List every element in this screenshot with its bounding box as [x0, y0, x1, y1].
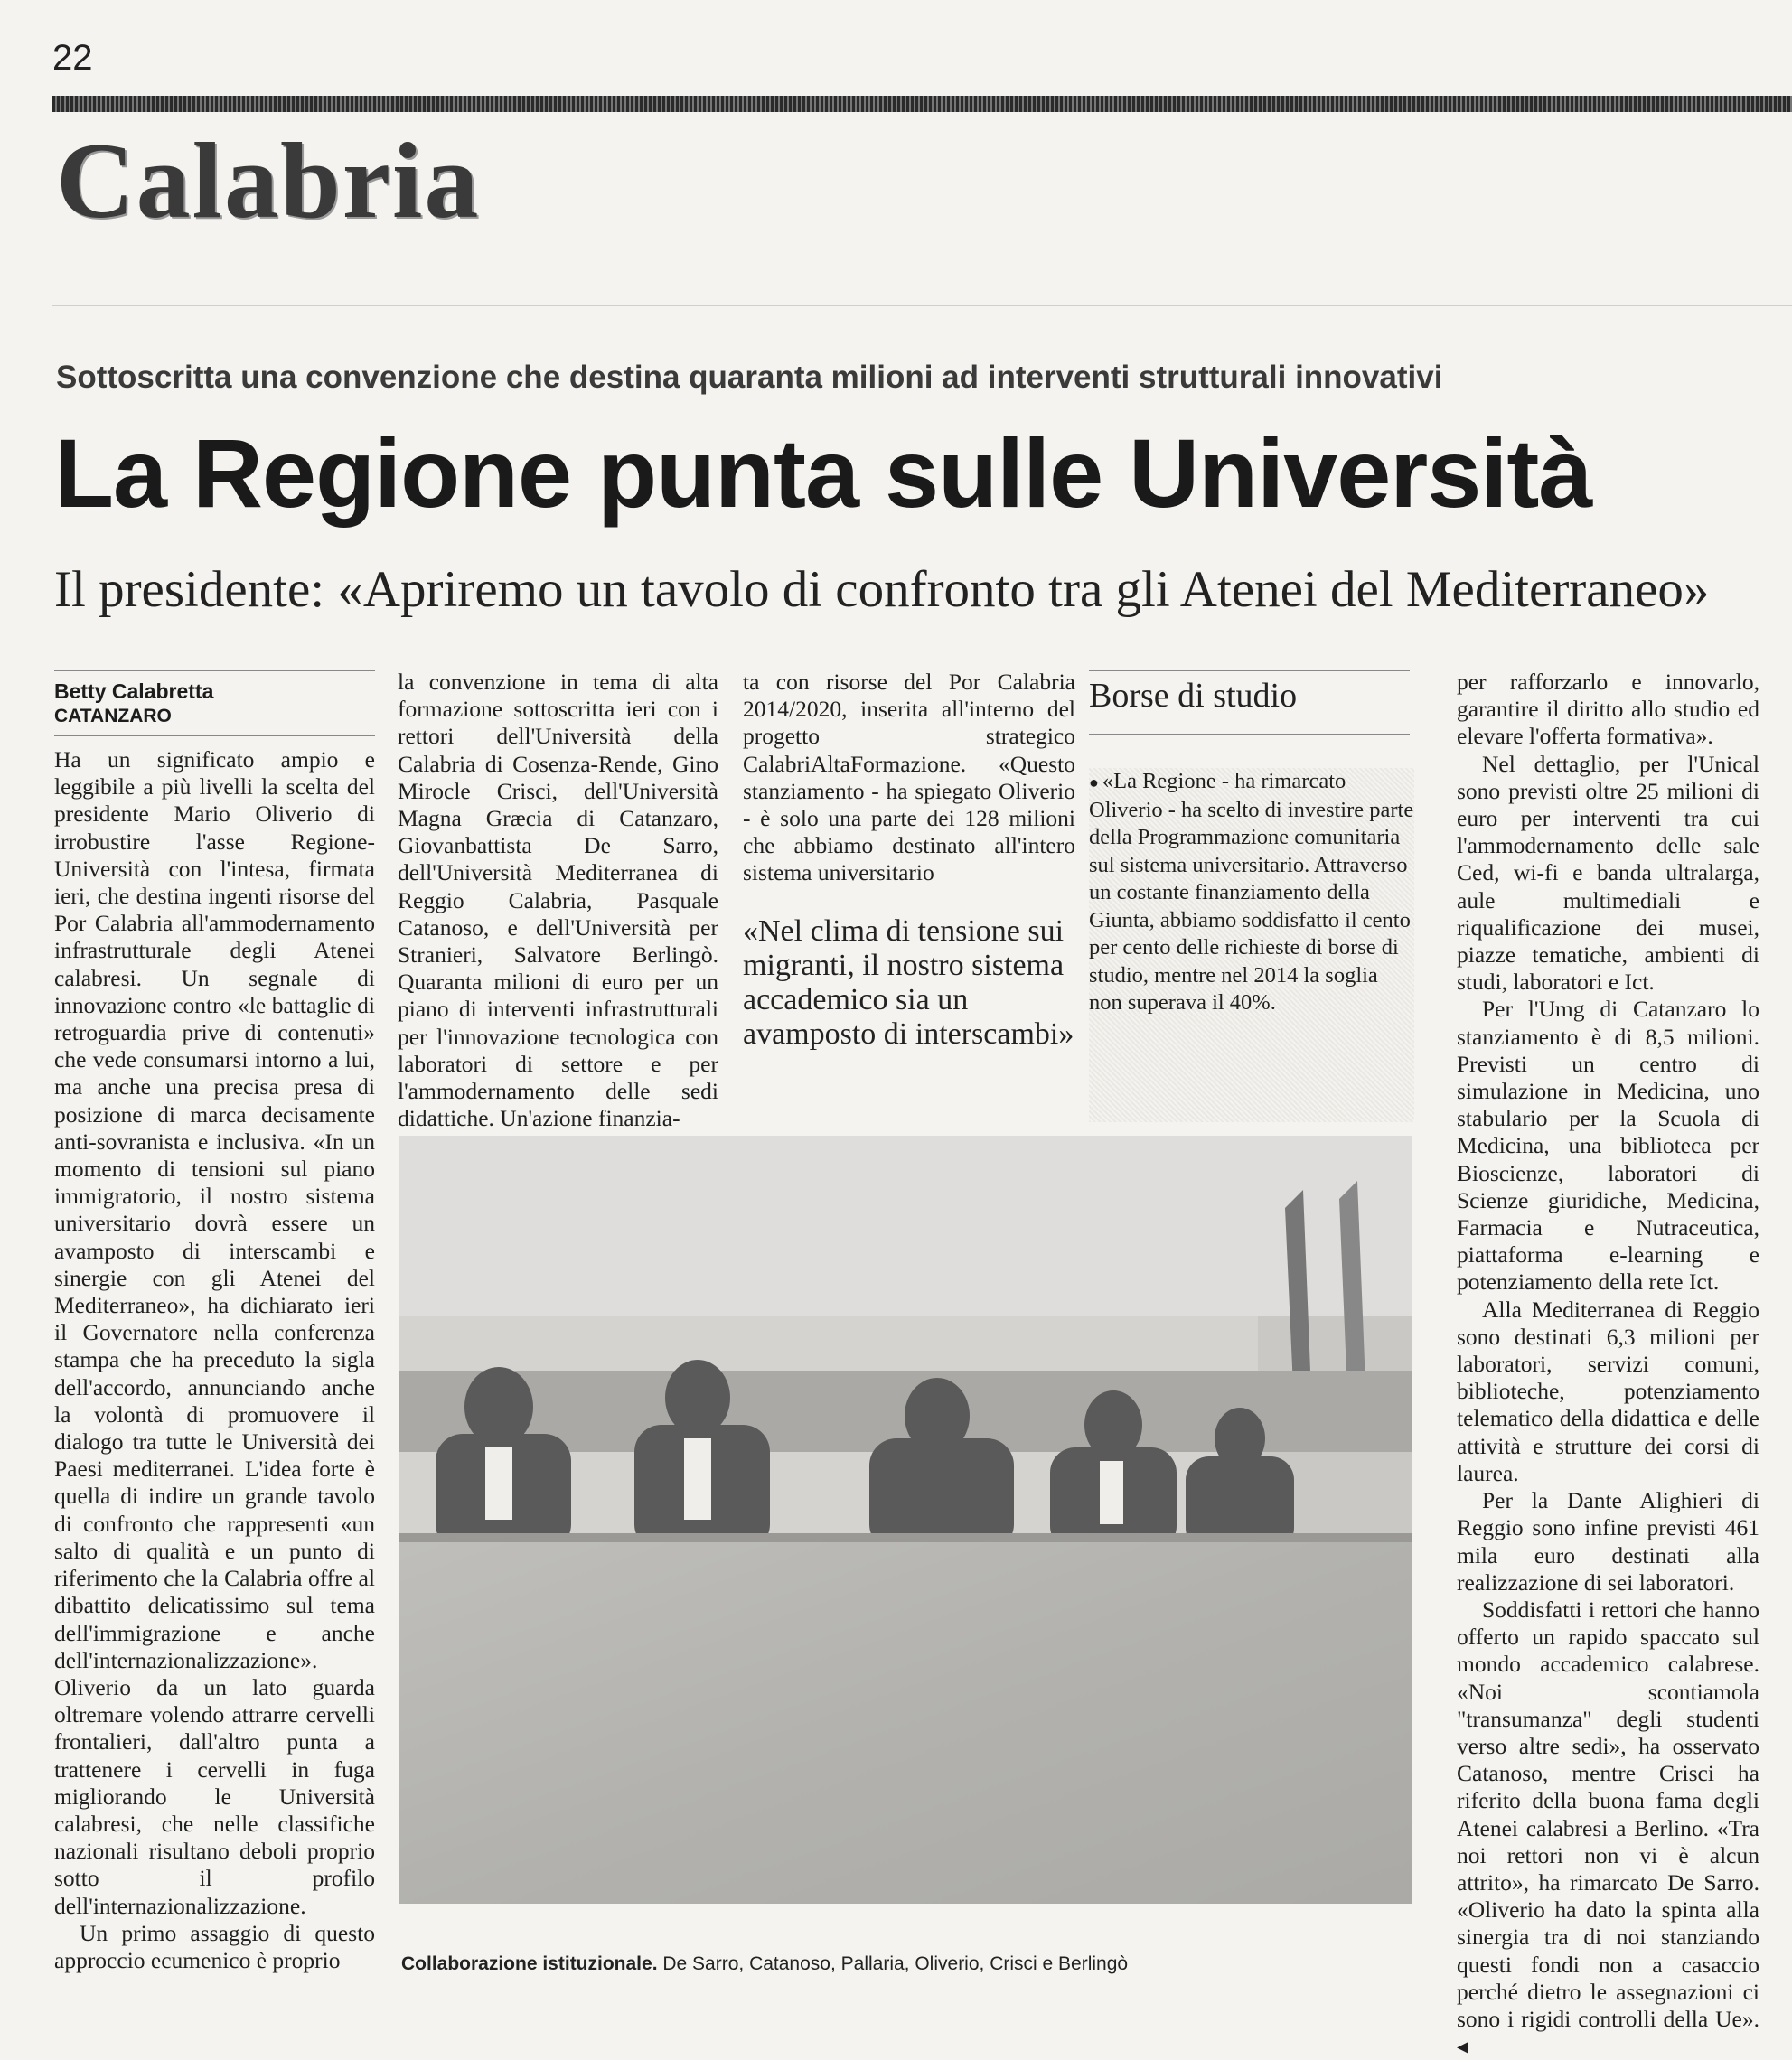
byline-rule: [54, 670, 375, 671]
paragraph: Soddisfatti i rettori che hanno offerto un rapido spaccato sul mondo accademico calabrese. «Noi scontiamola "transumanza" degli studenti verso altre sedi», ha osservato Catanoso, mentre Crisci ha riferito della buona fama degli Atenei calabresi a Berlino. «Tra noi rettori non vi è alcun attrito», ha rimarcato De Sarro. «Oliverio ha dato la spinta alla sinergia tra di noi stanziando questi fondi non a casaccio perché dietro le assegnazioni ci sono i rigidi controlli della Ue». ◂: [1457, 1596, 1759, 2060]
sidebar-box-rule: [1089, 670, 1410, 671]
caption-text: De Sarro, Catanoso, Pallaria, Oliverio, Crisci e Berlingò: [662, 1953, 1129, 1974]
paragraph: Per l'Umg di Catanzaro lo stanziamento è di 8,5 milioni. Previsti un centro di simulazione in Medicina, uno stabulario per la Scuola di Medicina, una biblioteca per Bioscienze, laboratori di Scienze giuridiche, Medicina, Farmacia e Nutraceutica, piattaforma e-learning e potenziamento della rete Ict.: [1457, 996, 1759, 1296]
caption-title: Collaborazione istituzionale.: [401, 1953, 658, 1974]
article-column-2: [398, 669, 718, 1132]
press-conference-photo: [399, 1136, 1412, 1904]
section-divider: [52, 305, 1792, 306]
article-subhead: Il presidente: «Apriremo un tavolo di confronto tra gli Atenei del Mediterraneo»: [54, 561, 1710, 618]
article-column-1: [54, 746, 375, 1974]
bullet-icon: ●: [1089, 773, 1099, 791]
sidebar-box-title: Borse di studio: [1089, 677, 1298, 715]
sidebar-box-rule: [1089, 734, 1410, 735]
photo-caption: [401, 1953, 1422, 1975]
paragraph: ta con risorse del Por Calabria 2014/2020, inserita all'interno del progetto strategico CalabriAltaFormazione. «Questo stanziamento - ha spiegato Oliverio - è solo una parte dei 128 milioni che abbiamo destinato all'intero sistema universitario: [743, 669, 1075, 886]
section-title: Calabria: [56, 120, 481, 240]
author-name: Betty Calabretta: [54, 679, 214, 703]
paragraph: Per la Dante Alighieri di Reggio sono infine previsti 461 mila euro destinati alla realizzazione di sei laboratori.: [1457, 1487, 1759, 1596]
dateline-location: CATANZARO: [54, 706, 172, 726]
paragraph: Nel dettaglio, per l'Unical sono previsti oltre 25 milioni di euro per interventi tra cui l'ammodernamento delle sale Ced, wi-fi e banda ultralarga, aule multimediali e riqualificazione dei musei, piazze tematiche, ambienti di studi, laboratori e Ict.: [1457, 750, 1759, 996]
article-kicker: Sottoscritta una convenzione che destina quaranta milioni ad interventi strutturali innovativi: [56, 360, 1443, 395]
sidebar-box-text: [1089, 768, 1414, 1122]
article-headline: La Regione punta sulle Università: [54, 418, 1592, 528]
paragraph: Alla Mediterranea di Reggio sono destinati 6,3 milioni per laboratori, servizi comuni, biblioteche, potenziamento telematico della didattica e delle attività e strutture dei corsi di laurea.: [1457, 1296, 1759, 1486]
pull-quote: «Nel clima di tensione sui migranti, il nostro sistema accademico sia un avamposto di interscambi»: [743, 914, 1074, 1051]
article-column-3: [743, 669, 1075, 887]
article-column-5: [1457, 669, 1759, 2060]
header-rule: [52, 96, 1792, 112]
paragraph: per rafforzarlo e innovarlo, garantire il diritto allo studio ed elevare l'offerta formativa».: [1457, 669, 1759, 750]
article-photo: [399, 1136, 1412, 1904]
paragraph: Un primo assaggio di questo approccio ecumenico è proprio: [54, 1919, 375, 1973]
byline-rule: [54, 735, 375, 736]
paragraph: la convenzione in tema di alta formazione sottoscritta ieri con i rettori dell'Università della Calabria di Cosenza-Rende, Gino Mirocle Crisci, dell'Università Magna Græcia di Catanzaro, Giovanbattista De Sarro, dell'Università Mediterranea di Reggio Calabria, Pasquale Catanoso, e dell'Università per Stranieri, Salvatore Berlingò. Quaranta milioni di euro per un piano di interventi infrastrutturali per l'innovazione tecnologica con laboratori di settore e per l'ammodernamento delle sedi didattiche. Un'azione finanzia-: [398, 669, 718, 1132]
sidebar-box-body: «La Regione - ha rimarcato Oliverio - ha scelto di investire parte della Programmazione comunitaria sul sistema universitario. Attraverso un costante finanziamento della Giunta, abbiamo soddisfatto il cento per cento delle richieste di borse di studio, mentre nel 2014 la soglia non superava il 40%.: [1089, 769, 1414, 1015]
page-number: 22: [52, 38, 93, 78]
paragraph: Ha un significato ampio e leggibile a più livelli la scelta del presidente Mario Oliverio di irrobustire l'asse Regione-Università con l'intesa, firmata ieri, che destina ingenti risorse del Por Calabria all'ammodernamento infrastrutturale degli Atenei calabresi. Un segnale di innovazione contro «le battaglie di retroguardia prive di contenuti» che vede consumarsi intorno a lui, ma anche una precisa presa di posizione di marca decisamente anti-sovranista e inclusiva. «In un momento di tensioni sul piano immigratorio, il nostro sistema universitario dovrà essere un avamposto di interscambi e sinergie con gli Atenei del Mediterraneo», ha dichiarato ieri il Governatore nella conferenza stampa che ha preceduto la sigla dell'accordo, annunciando anche la volontà di promuovere il dialogo tra tutte le Università dei Paesi mediterranei. L'idea forte è quella di indire un grande tavolo di confronto che rappresenti «un salto di qualità e un punto di riferimento che la Calabria offre al dibattito delicatissimo sul tema dell'immigrazione e anche dell'internazionalizzazione». Oliverio da un lato guarda oltremare volendo attrarre cervelli frontalieri, dall'altro punta a trattenere i cervelli in fuga migliorando le Università calabresi, che nelle classifiche nazionali risultano deboli proprio sotto il profilo dell'internazionalizzazione.: [54, 746, 375, 1919]
